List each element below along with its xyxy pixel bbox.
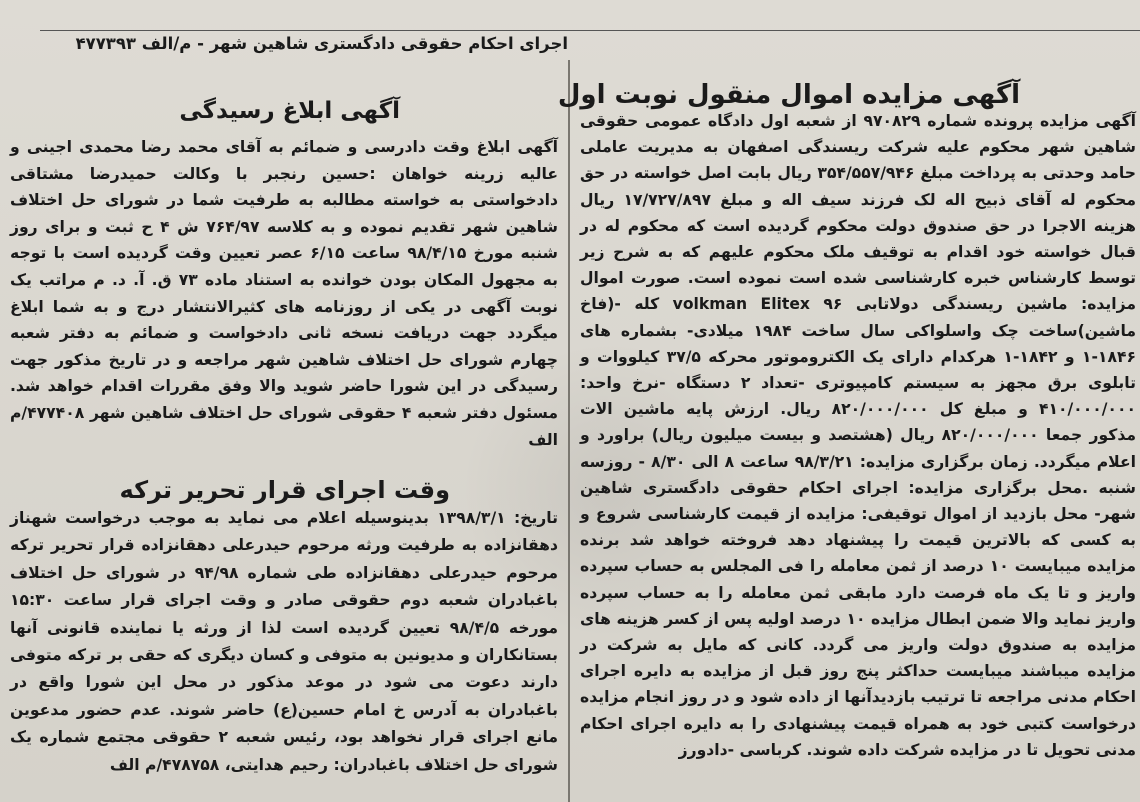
right-column: [557, 0, 1140, 802]
estate-inventory-title: وقت اجرای قرار تحریر ترکه: [119, 476, 450, 504]
hearing-notice-title: آگهی ابلاغ رسیدگی: [179, 98, 400, 124]
left-column: [0, 0, 566, 802]
left-column-header-note: اجرای احکام حقوقی دادگستری شاهین شهر - م/الف ۴۷۷۳۹۳: [75, 34, 568, 53]
column-divider: [568, 60, 570, 802]
estate-inventory-text: تاریخ: ۱۳۹۸/۳/۱ بدینوسیله اعلام می نماید به موجب درخواست شهناز دهقانزاده به طرفیت ورثه مرحوم حیدرعلی دهقانزاده قرار تحریر ترکه مرحوم حیدرعلی دهقانزاده طی شماره ۹۴/۹۸ در شورای حل اختلاف باغبادران شعبه دوم حقوقی صادر و وقت اجرای قرار ساعت ۱۵:۳۰ مورخه ۹۸/۴/۵ تعیین گردیده است لذا از ورثه یا نماینده قانونی آنها بستانکاران و مدیونین به متوفی و کسان دیگری که حقی بر ترکه متوفی دارند دعوت می شود در موعد مذکور در محل این شورا واقع در باغبادران به آدرس خ امام حسین(ع) حاضر شوند. عدم حضور مدعوین مانع اجرای قرار نخواهد بود، رئیس شعبه ۲ حقوقی مجتمع شماره یک شورای حل اختلاف باغبادران: رحیم هدایتی، ۴۷۸۷۵۸/م الف: [10, 509, 559, 774]
auction-notice-body: [580, 108, 1136, 763]
hearing-notice-body: [10, 134, 558, 453]
auction-notice-title: آگهی مزایده اموال منقول نوبت اول: [557, 80, 1020, 110]
estate-inventory-body: [10, 505, 558, 779]
auction-notice-text: آگهی مزایده پرونده شماره ۹۷۰۸۲۹ از شعبه اول دادگاه عمومی حقوقی شاهین شهر محکوم علیه شرکت ریسندگی اصفهان به مدیریت عاملی حامد وحدتی به پرداخت مبلغ ۳۵۴/۵۵۷/۹۴۶ ریال بابت اصل خواسته در حق محکوم له آقای ذبیح اله لک فرزند سیف اله و مبلغ ۱۷/۷۲۷/۸۹۷ ریال هزینه الاجرا در حق صندوق دولت محکوم گردیده است که محکوم له در قبال خواسته خود اقدام به توقیف ملک محکوم علیهم که به شرح زیر توسط کارشناس خبره کارشناسی شده است نموده است. صورت اموال مزایده: ماشین ریسندگی دولاتابی volkman Elitex ۹۶ کله -(فاخ ماشین)ساخت چک واسلواکی سال ساخت ۱۹۸۴ میلادی- بشماره های ۱۸۴۶-۱ و ۱۸۴۲-۱ هرکدام دارای یک الکتروموتور محرکه ۳۷/۵ کیلووات و تابلوی برق مجهز به سیستم کامپیوتری -تعداد ۲ دستگاه -نرخ واحد: ۴۱۰/۰۰۰/۰۰۰ و مبلغ کل ۸۲۰/۰۰۰/۰۰۰ ریال. ارزش پایه ماشین الات مذکور جمعا ۸۲۰/۰۰۰/۰۰۰ ریال (هشتصد و بیست میلیون ریال) براورد و اعلام میگردد. زمان برگزاری مزایده: ۹۸/۳/۲۱ ساعت ۸ الی ۸/۳۰ - روزسه شنبه .محل برگزاری مزایده: اجرای احکام حقوقی دادگستری شاهین شهر- محل بازدید از اموال توقیفی: مزایده از قیمت کارشناسی شروع و به کسی که بالاترین قیمت را پیشنهاد دهد فروخته خواهد شد برنده مزایده میبایست ۱۰ درصد از ثمن معامله را فی المجلس به حساب سپرده واریز و تا یک ماه فرصت دارد مابقی ثمن معامله را به حساب سپرده واریز نماید والا ضمن ابطال مزایده ۱۰ درصد اولیه پس از کسر هزینه های مزایده به صندوق دولت واریز می گردد. کانی که مایل به شرکت در مزایده میباشند میبایست حداکثر پنج روز قبل از مزایده به دایره اجرای احکام مدنی مراجعه تا ترتیب بازدیدآنها از داده شود و در روز انجام مزایده درخواست کتبی خود به همراه قیمت پیشنهادی را به دایره اجرای احکام مدنی تحویل تا در مزایده شرکت داده شوند. کرباسی -دادورز: [580, 112, 1137, 759]
hearing-notice-text: آگهی ابلاغ وقت دادرسی و ضمائم به آقای محمد رضا محمدی اجینی و عالیه زرینه خواهان :حسین رنجبر با وکالت حمیدرضا مشتاقی دادخواستی به خواسته مطالبه به طرفیت شما در شورای حل اختلاف شاهین شهر تقدیم نموده و به کلاسه ۷۶۴/۹۷ ش ۴ ح ثبت و برای روز شنبه مورخ ۹۸/۴/۱۵ ساعت ۶/۱۵ عصر تعیین وقت گردیده است با توجه به مجهول المکان بودن خوانده به استناد ماده ۷۳ ق. آ. د. م مراتب یک نوبت آگهی در یکی از روزنامه های کثیرالانتشار درج و به شما ابلاغ میگردد جهت دریافت نسخه ثانی دادخواست و ضمائم به دفتر شعبه چهارم شورای حل اختلاف شاهین شهر مراجعه و در تاریخ مذکور جهت رسیدگی در این شورا حاضر شوید والا وفق مقررات اقدام خواهد شد. مسئول دفتر شعبه ۴ حقوقی شورای حل اختلاف شاهین شهر ۴۷۷۴۰۸/م الف: [10, 138, 558, 449]
